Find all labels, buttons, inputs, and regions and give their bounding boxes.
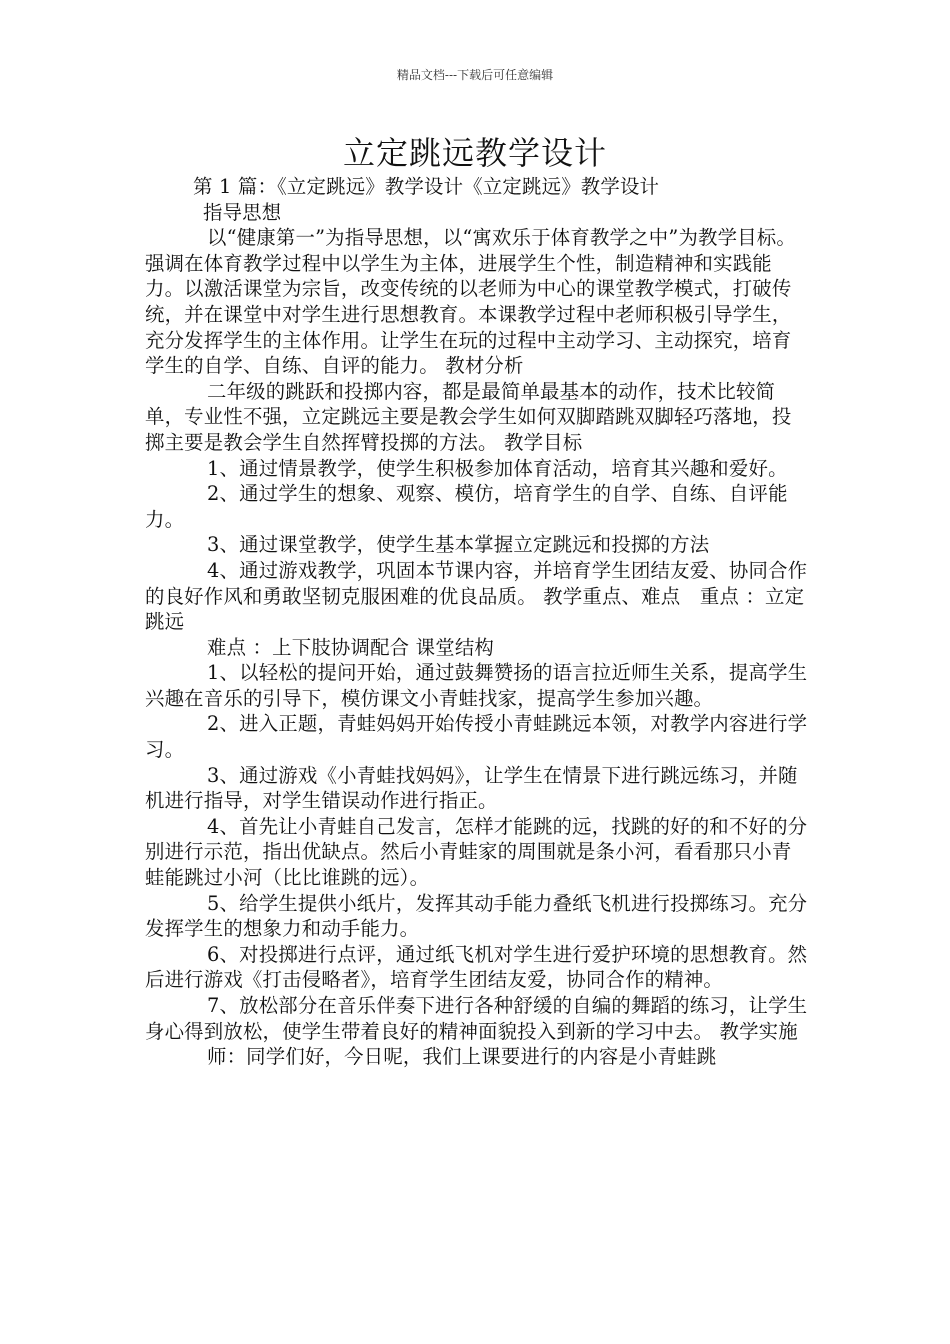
paragraph: 师：同学们好，今日呢，我们上课要进行的内容是小青蛙跳 <box>207 1045 717 1069</box>
paragraph: 2、通过学生的想象、观察、模仿，培育学生的自学、自练、自评能力。 <box>145 482 788 531</box>
paragraph: 3、通过游戏《小青蛙找妈妈》，让学生在情景下进行跳远练习，并随机进行指导，对学生错误动作进行指正。 <box>145 763 798 813</box>
paragraph: 难点 ：上下肢协调配合 课堂结构 <box>207 635 494 659</box>
paragraph: 7、放松部分在音乐伴奏下进行各种舒缓的自编的舞蹈的练习，让学生身心得到放松，使学生带着良好的精神面貌投入到新的学习中去。 教学实施 <box>145 994 808 1043</box>
paragraph: 4、通过游戏教学，巩固本节课内容，并培育学生团结友爱、协同合作的良好作风和勇敢坚韧克服困难的优良品质。 教学重点、难点 重点 ：立定跳远 <box>145 558 808 634</box>
paragraph: 3、通过课堂教学，使学生基本掌握立定跳远和投掷的方法 <box>207 533 710 557</box>
paragraph: 5、给学生提供小纸片，发挥其动手能力叠纸飞机进行投掷练习。充分发挥学生的想象力和动手能力。 <box>145 891 808 941</box>
subtitle: 第 1 篇：《立定跳远》教学设计《立定跳远》教学设计 <box>193 175 660 198</box>
paragraph: 二年级的跳跃和投掷内容，都是最简单最基本的动作，技术比较简单，专业性不强，立定跳远主要是教会学生如何双脚踏跳双脚轻巧落地，投掷主要是教会学生自然挥臂投掷的方法。 教学目标 <box>145 379 792 454</box>
section-heading-guiding-thought: 指导思想 <box>203 200 282 224</box>
document-title: 立定跳远教学设计 <box>342 134 607 172</box>
paragraph: 1、以轻松的提问开始，通过鼓舞赞扬的语言拉近师生关系，提高学生兴趣在音乐的引导下，模仿课文小青蛙找家，提高学生参加兴趣。 <box>145 661 808 710</box>
paragraph: 以“健康第一”为指导思想，以“寓欢乐于体育教学之中”为教学目标。强调在体育教学过程中以学生为主体，进展学生个性，制造精神和实践能力。以激活课堂为宗旨，改变传统的以老师为中心的课堂教学模式，打破传统，并在课堂中对学生进行思想教育。本课教学过程中老师积极引导学生，充分发挥学生的主体作用。让学生在玩的过程中主动学习、主动探究，培育学生的自学、自练、自评的能力。 教材分析 <box>145 226 796 378</box>
page-header-note: 精品文档---下载后可任意编辑 <box>396 68 554 82</box>
paragraph: 2、进入正题，青蛙妈妈开始传授小青蛙跳远本领，对教学内容进行学习。 <box>145 712 808 762</box>
paragraph: 6、对投掷进行点评，通过纸飞机对学生进行爱护环境的思想教育。然后进行游戏《打击侵略者》，培育学生团结友爱，协同合作的精神。 <box>145 942 808 992</box>
paragraph: 1、通过情景教学，使学生积极参加体育活动，培育其兴趣和爱好。 <box>207 456 788 480</box>
paragraph: 4、首先让小青蛙自己发言，怎样才能跳的远，找跳的好的和不好的分别进行示范，指出优缺点。然后小青蛙家的周围就是条小河，看看那只小青蛙能跳过小河（比比谁跳的远）。 <box>145 814 808 890</box>
document-body <box>145 174 810 1070</box>
